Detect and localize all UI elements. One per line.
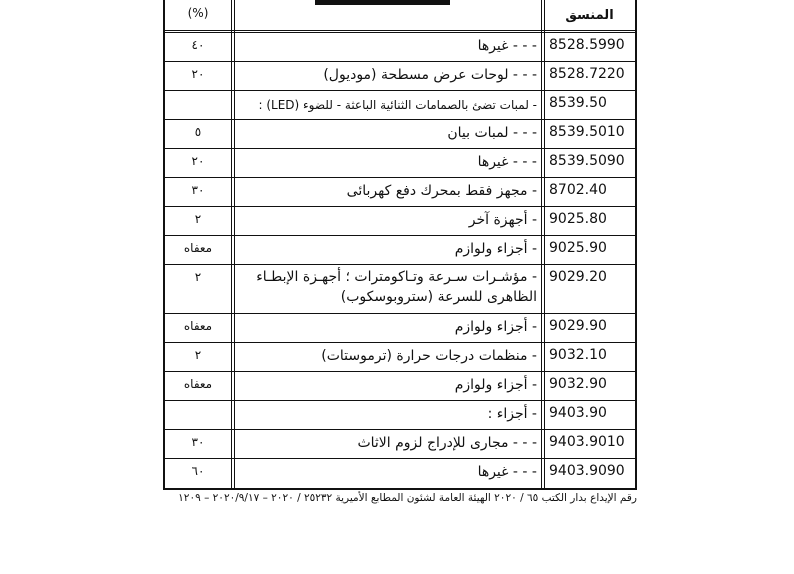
description-cell: - - - مجارى للإدراج لزوم الاثاث: [357, 435, 537, 451]
table-row: [165, 62, 635, 90]
rate-cell: ٢: [194, 212, 202, 226]
table-row: [165, 314, 635, 342]
code-cell: 9032.90: [549, 376, 607, 392]
table-row: [165, 149, 635, 177]
table-row: [165, 401, 635, 429]
table-row: [165, 372, 635, 400]
percent-header: (%): [187, 6, 209, 20]
table-row: [165, 459, 635, 487]
rate-cell: ٢٠: [191, 67, 205, 81]
table-row: [165, 91, 635, 119]
row-separator: [165, 30, 635, 31]
description-cell: - أجزاء ولوازم: [454, 377, 537, 393]
description-cell: - مؤشـرات سـرعة وتـاكومترات ؛ أجهـزة الإبطـاء الظاهرى للسرعة (ستروبوسكوب): [256, 269, 537, 305]
description-cell: - أجهزة آخر: [468, 212, 537, 228]
table-header: [165, 0, 635, 30]
description-cell: - منظمات درجات حرارة (ترموستات): [321, 348, 537, 364]
table-row: [165, 430, 635, 458]
description-cell: - مجهز فقط بمحرك دفع كهربائى: [346, 183, 537, 199]
code-cell: 9029.90: [549, 318, 607, 334]
rate-cell: ٢٠: [191, 154, 205, 168]
table-row: [165, 33, 635, 61]
description-cell: - أجزاء ولوازم: [454, 241, 537, 257]
rate-cell: ٣٠: [191, 183, 205, 197]
rate-cell: ٢: [194, 348, 202, 362]
rate-cell: ٤٠: [191, 38, 205, 52]
rate-cell: معفاه: [183, 241, 213, 255]
table-row: [165, 207, 635, 235]
code-header: المنسق: [565, 8, 614, 23]
code-cell: 9032.10: [549, 347, 607, 363]
rate-cell: ٢: [194, 270, 202, 284]
table-row: [165, 236, 635, 264]
description-cell: - - - لوحات عرض مسطحة (موديول): [323, 67, 537, 83]
description-cell: - - - لمبات بيان: [447, 125, 537, 141]
code-cell: 9403.9090: [549, 463, 625, 479]
code-cell: 8539.5010: [549, 124, 625, 140]
tariff-table: [163, 0, 637, 490]
description-cell: - - - غيرها: [477, 464, 537, 480]
description-cell: - أجزاء ولوازم: [454, 319, 537, 335]
description-cell: - - - غيرها: [477, 38, 537, 54]
table-row: [165, 178, 635, 206]
deposit-footer: رقم الإيداع بدار الكتب ٦٥ / ٢٠٢٠ الهيئة العامة لشئون المطابع الأميرية ٢٥٢٣٢ / ٢٠٢٠ – ٢٠٢٠/٩/١٧ – ١٢٠٩: [178, 492, 637, 504]
code-cell: 8702.40: [549, 182, 607, 198]
code-cell: 8539.5090: [549, 153, 625, 169]
rate-cell: معفاه: [183, 319, 213, 333]
description-header-mark: [315, 0, 450, 5]
code-cell: 8528.7220: [549, 66, 625, 82]
rate-cell: ٣٠: [191, 435, 205, 449]
rate-cell: ٥: [194, 125, 202, 139]
table-row: [165, 120, 635, 148]
code-cell: 9403.90: [549, 405, 607, 421]
code-cell: 9403.9010: [549, 434, 625, 450]
description-cell: - لمبات تضئ بالصمامات الثنائية الباعثة - للضوء (LED) :: [258, 98, 537, 112]
code-cell: 8539.50: [549, 95, 607, 111]
code-cell: 8528.5990: [549, 37, 625, 53]
rate-cell: ٦٠: [191, 464, 205, 478]
description-cell: - - - غيرها: [477, 154, 537, 170]
table-row: [165, 265, 635, 313]
table-row: [165, 343, 635, 371]
code-cell: 9025.80: [549, 211, 607, 227]
description-cell: - أجزاء :: [487, 406, 537, 422]
code-cell: 9029.20: [549, 269, 607, 285]
code-cell: 9025.90: [549, 240, 607, 256]
rate-cell: معفاه: [183, 377, 213, 391]
